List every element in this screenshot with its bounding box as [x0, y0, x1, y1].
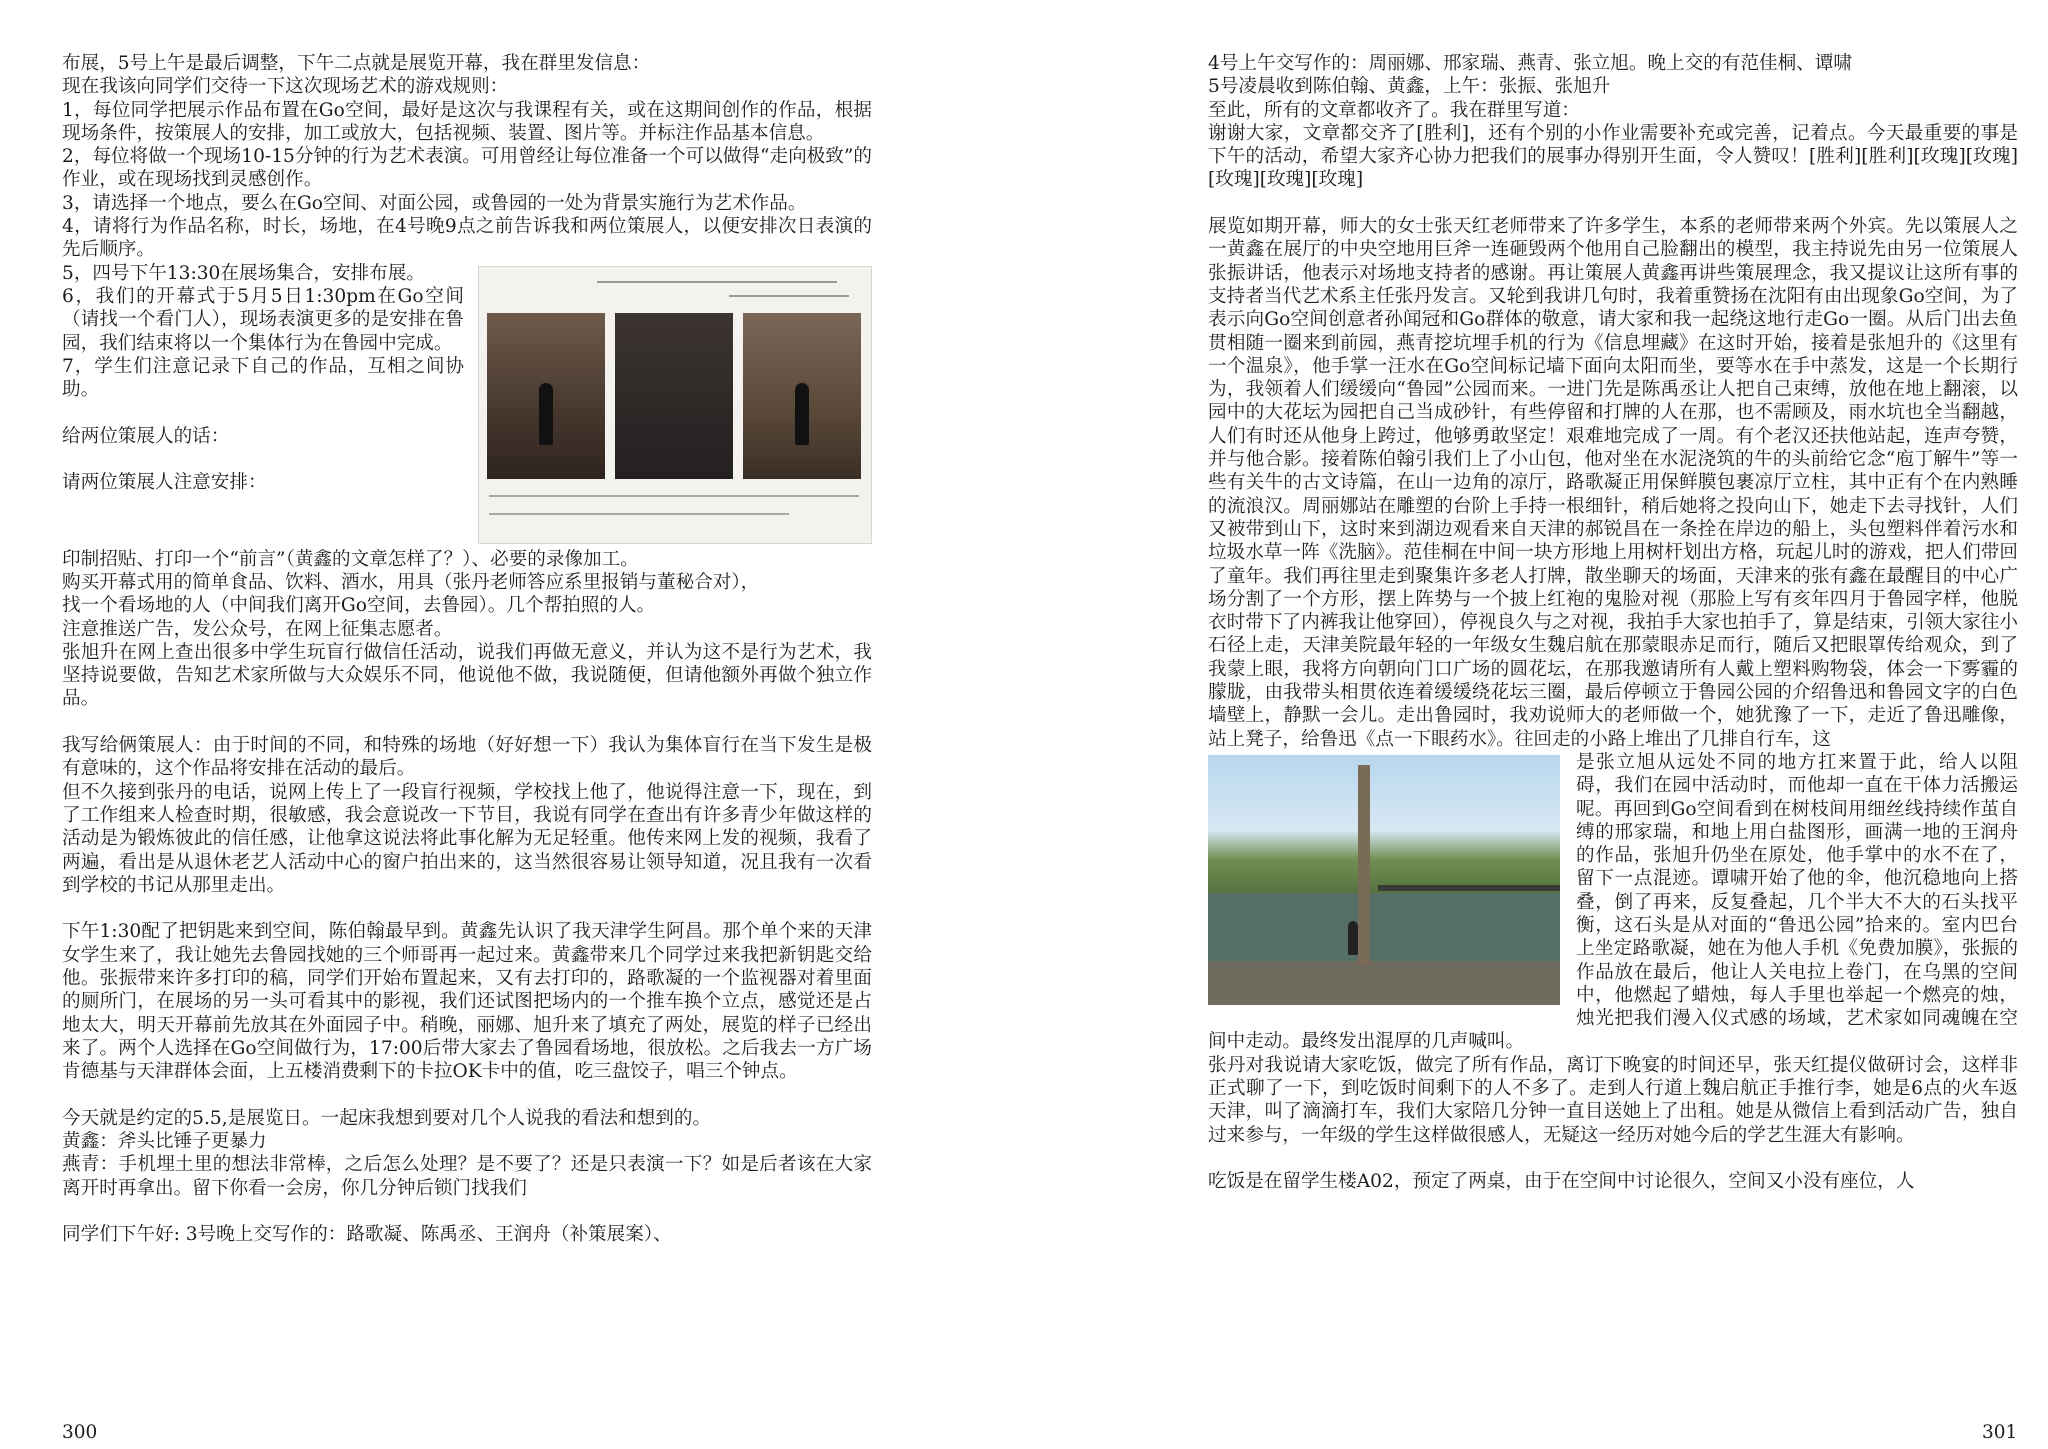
paragraph: 印制招贴、打印一个“前言”（黄鑫的文章怎样了？）、必要的录像加工。 — [62, 548, 639, 570]
paragraph: 5号凌晨收到陈伯翰、黄鑫，上午：张振、张旭升 — [1208, 76, 1611, 98]
person-silhouette — [1348, 921, 1358, 955]
person-silhouette — [795, 383, 809, 445]
page-number: 300 — [62, 1422, 98, 1443]
railing — [1378, 885, 1560, 891]
paragraph: 燕青：手机埋土里的想法非常棒，之后怎么处理？是不要了？还是只表演一下？如是后者该在大家离开时再拿出。留下你看一会房，你几分钟后锁门找我们 — [62, 1154, 872, 1199]
paragraph: 4号上午交写作的：周丽娜、邢家瑞、燕青、张立旭。晚上交的有范佳桐、谭啸 — [1208, 53, 1853, 74]
paragraph: 但不久接到张丹的电话，说网上传上了一段盲行视频，学校找上他了，他说得注意一下，现在，到了工作组来人检查时期，很敏感，我会意说改一下节目，我说有同学在查出有许多青少年做这样的活动是为锻炼彼此的信任感，让他拿这说法将此事化解为无足轻重。他传来网上发的视频，我看了两遍，看出是从退休老艺人活动中心的窗户拍出来的，这当然很容易让领导知道，况且我有一次看到学校的书记从那里走出。 — [62, 781, 872, 896]
float-block — [1208, 751, 2018, 1054]
paragraph: 请两位策展人注意安排： — [62, 472, 267, 494]
paragraph: 购买开幕式用的简单食品、饮料、酒水，用具（张丹老师答应系里报销与董秘合对）， — [62, 571, 760, 593]
left-text-column — [62, 52, 872, 1247]
paragraph: 1，每位同学把展示作品布置在Go空间，最好是这次与我课程有关，或在这期间创作的作品，根据现场条件，按策展人的安排，加工或放大，包括视频、装置、图片等。并标注作品基本信息。 — [62, 99, 872, 144]
paragraph: 我写给俩策展人：由于时间的不同，和特殊的场地（好好想一下）我认为集体盲行在当下发生是极有意味的，这个作品将安排在活动的最后。 — [62, 735, 872, 780]
page-number: 301 — [1982, 1422, 2018, 1443]
paragraph: 6，我们的开幕式于5月5日1:30pm在Go空间（请找一个看门人），现场表演更多的是安排在鲁园，我们结束将以一个集体行为在鲁园中完成。 — [62, 285, 464, 354]
lake-water — [1208, 893, 1560, 963]
paragraph: 至此，所有的文章都收齐了。我在群里写道： — [1208, 99, 1580, 121]
right-text-column — [1208, 52, 2018, 1194]
handwriting-stroke — [597, 281, 837, 283]
handwriting-stroke — [489, 495, 859, 497]
paragraph: 同学们下午好: 3号晚上交写作的：路歌凝、陈禹丞、王润舟（补策展案）、 — [62, 1224, 672, 1246]
paragraph: 找一个看场地的人（中间我们离开Go空间，去鲁园）。几个帮拍照的人。 — [62, 595, 656, 617]
paragraph: 张旭升在网上查出很多中学生玩盲行做信任活动，说我们再做无意义，并认为这不是行为艺术，我坚持说要做，告知艺术家所做与大众娱乐不同，他说他不做，我说随便，但请他额外再做个独立作品。 — [62, 641, 872, 710]
photo-frame — [615, 313, 733, 479]
float-block — [62, 262, 872, 548]
performance-photo-sheet — [478, 266, 872, 544]
pavement — [1208, 961, 1560, 1005]
paragraph: 注意推送广告，发公众号，在网上征集志愿者。 — [62, 618, 453, 640]
paragraph: 黄鑫：斧头比锤子更暴力 — [62, 1131, 267, 1153]
park-photo — [1208, 755, 1560, 1005]
section-heading: 给两位策展人的话： — [62, 425, 230, 447]
paragraph: 谢谢大家，文章都交齐了[胜利]，还有个别的小作业需要补充或完善，记着点。今天最重要的事是下午的活动，希望大家齐心协力把我们的展事办得别开生面，令人赞叹！[胜利][胜利][玫瑰][玫瑰][玫瑰][玫瑰][玫瑰] — [1208, 122, 2018, 191]
right-page — [1024, 0, 2048, 1449]
paragraph: 4，请将行为作品名称，时长，场地，在4号晚9点之前告诉我和两位策展人，以便安排次日表演的先后顺序。 — [62, 216, 872, 261]
handwriting-stroke — [729, 295, 849, 297]
handwriting-stroke — [489, 513, 789, 515]
paragraph: 展览如期开幕，师大的女士张天红老师带来了许多学生，本系的老师带来两个外宾。先以策展人之一黄鑫在展厅的中央空地用巨斧一连砸毁两个他用自己脸翻出的模型，我主持说先由另一位策展人张振讲话，他表示对场地支持者的感谢。再让策展人黄鑫再讲些策展理念，我又提议让这所有事的支持者当代艺术系主任张丹发言。又轮到我讲几句时，我着重赞扬在沈阳有由出现象Go空间，为了表示向Go空间创意者孙闻冠和Go群体的敬意，请大家和我一起绕这地行走Go一圈。从后门出去鱼贯相随一圈来到前园，燕青挖坑埋手机的行为《信息埋藏》在这时开始，接着是张旭升的《这里有一个温泉》，他手掌一汪水在Go空间标记墙下面向太阳而坐，要等水在手中蒸发，这是一个长期行为，我领着人们缓缓向“鲁园”公园而来。一进门先是陈禹丞让人把自己束缚，放他在地上翻滚，以园中的大花坛为园把自己当成砂针，有些停留和打牌的人在那，也不需顾及，雨水坑也全当翻越，人们有时还从他身上跨过，他够勇敢坚定！艰难地完成了一周。有个老汉还扶他站起，连声夸赞，并与他合影。接着陈伯翰引我们上了小山包，他对坐在水泥浇筑的牛的头前给它念“庖丁解牛”等一些有关牛的古文诗篇，在山一边角的凉厅，路歌凝正用保鲜膜包裹凉厅立柱，其中正有个在内熟睡的流浪汉。周丽娜站在雕塑的台阶上手持一根细针，稍后她将之投向山下，她走下去寻找针，人们又被带到山下，这时来到湖边观看来自天津的郝锐昌在一条拴在岸边的船上，头包塑料伴着污水和垃圾水草一阵《洗脑》。范佳桐在中间一块方形地上用树杆划出方格，玩起儿时的游戏，把人们带回了童年。我们再往里走到聚集许多老人打牌，散坐聊天的场面，天津来的张有鑫在最醒目的中心广场分割了一个方形，摆上阵势与一个披上红袍的鬼脸对视（那脸上写有亥年四月于鲁园字样，他脱衣时带下了内裤我让他穿回），停视良久与之对视，我拍手大家也拍手了，算是结束，引领大家往小石径上走，天津美院最年轻的一年级女生魏启航在那蒙眼赤足而行，随后又把眼罩传给观众，到了我蒙上眼，我将方向朝向门口广场的圆花坛，在那我邀请所有人戴上塑料购物袋，体会一下雾霾的朦胧，由我带头相贯依连着缓缓绕花坛三圈，最后停顿立于鲁园公园的介绍鲁迅和鲁园文字的白色墙壁上，静默一会儿。走出鲁园时，我劝说师大的老师做一个，她犹豫了一下，走近了鲁迅雕像，站上凳子，给鲁迅《点一下眼药水》。往回走的小路上堆出了几排自行车，这 — [1208, 216, 2018, 750]
photo-frame — [487, 313, 605, 479]
paragraph: 张丹对我说请大家吃饭，做完了所有作品，离订下晚宴的时间还早，张天红提仪做研讨会，这样非正式聊了一下，到吃饭时间剩下的人不多了。走到人行道上魏启航正手推行李，她是6点的火车返天津，叫了滴滴打车，我们大家陪几分钟一直目送她上了出租。她是从微信上看到活动广告，独自过来参与，一年级的学生这样做很感人，无疑这一经历对她今后的学艺生涯大有影响。 — [1208, 1054, 2018, 1146]
person-silhouette — [539, 383, 553, 445]
paragraph: 今天就是约定的5.5,是展览日。一起床我想到要对几个人说我的看法和想到的。 — [62, 1107, 712, 1129]
tree-trunk — [1358, 765, 1370, 965]
photo-frame — [743, 313, 861, 479]
paragraph: 3，请选择一个地点，要么在Go空间、对面公园，或鲁园的一处为背景实施行为艺术作品。 — [62, 192, 807, 214]
paragraph: 5，四号下午13:30在展场集合，安排布展。 — [62, 262, 425, 284]
paragraph: 吃饭是在留学生楼A02，预定了两桌，由于在空间中讨论很久，空间又小没有座位，人 — [1208, 1171, 1915, 1193]
paragraph: 下午1:30配了把钥匙来到空间，陈伯翰最早到。黄鑫先认识了我天津学生阿昌。那个单个来的天津女学生来了，我让她先去鲁园找她的三个师哥再一起过来。黄鑫带来几个同学过来我把新钥匙交给他。张振带来许多打印的稿，同学们开始布置起来，又有去打印的，路歌凝的一个监视器对着里面的厕所门，在展场的另一头可看其中的影视，我们还试图把场内的一个推车换个立点，感觉还是占地太大，明天开幕前先放其在外面园子中。稍晚，丽娜、旭升来了填充了两处，展览的样子已经出来了。两个人选择在Go空间做行为，17:00后带大家去了鲁园看场地，很放松。之后我去一方广场肯德基与天津群体会面，上五楼消费剩下的卡拉OK卡中的值，吃三盘饺子，唱三个钟点。 — [62, 921, 872, 1083]
paragraph: 7，学生们注意记录下自己的作品，互相之间协助。 — [62, 355, 464, 401]
paragraph: 是张立旭从远处不同的地方扛来置于此，给人以阻碍，我们在园中活动时，而他却一直在干体力活搬运呢。再回到Go空间看到在树枝间用细丝线持续作茧自缚的邢家瑞，和地上用白盐图形，画满一地的王润舟的作品，张旭升仍坐在原处，他手掌中的水不在了，留下一点混迹。谭啸开始了他的伞，他沉稳地向上搭叠，倒了再来，反复叠起，几个半大不大的石头找平衡，这石头是从对面的“鲁迅公园”拾来的。室内巴台上坐定路歌凝，她在为他人手机《免费加膜》，张振的作品放在最后，他让人关电拉上卷门，在乌黑的空间中，他燃起了蜡烛，每人手里也举起一个燃亮的烛，烛光把我们漫入仪式感的场域，艺术家如同魂魄在空间中走动。最终发出混厚的几声喊叫。 — [1208, 751, 2018, 1053]
paragraph: 现在我该向同学们交待一下这次现场艺术的游戏规则： — [62, 76, 509, 98]
paragraph: 布展，5号上午是最后调整，下午二点就是展览开幕，我在群里发信息： — [62, 53, 651, 74]
paragraph: 2，每位将做一个现场10-15分钟的行为艺术表演。可用曾经让每位准备一个可以做得“走向极致”的作业，或在现场找到灵感创作。 — [62, 146, 872, 191]
